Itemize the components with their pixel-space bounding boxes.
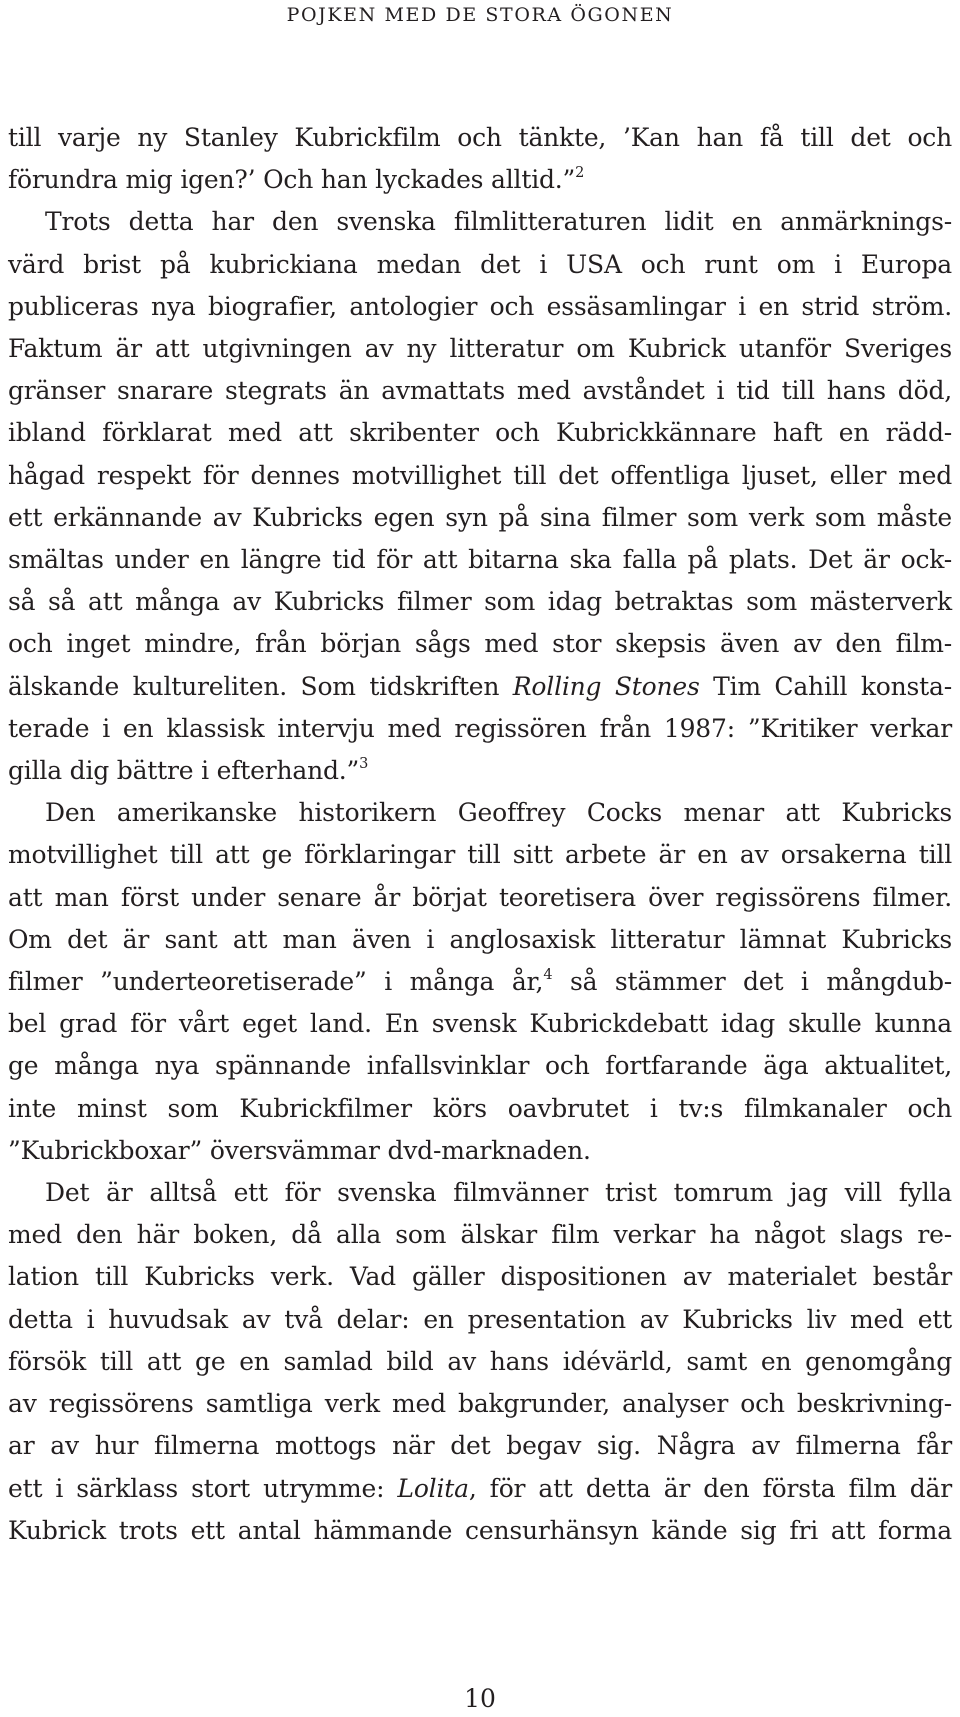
text-line: älskande kultureliten. Som tidskriften Rolling Stones Tim Cahill konsta- [8, 671, 952, 701]
text-line: av regissörens samtliga verk med bakgrunder, analyser och beskrivning- [8, 1389, 952, 1419]
paragraph-first-line: Det är alltså ett för svenska filmvänner trist tomrum jag vill fylla [45, 1178, 952, 1208]
text-line: med den här boken, då alla som älskar film verkar ha något slags re- [8, 1220, 952, 1250]
text-line: ibland förklarat med att skribenter och Kubrickkännare haft en rädd- [8, 418, 952, 448]
body-text [8, 117, 952, 1552]
text-line: ”Kubrickboxar” översvämmar dvd-marknaden. [8, 1135, 591, 1165]
text-line: smältas under en längre tid för att bitarna ska falla på plats. Det är ock- [8, 545, 952, 575]
text-line: bel grad för vårt eget land. En svensk Kubrickdebatt idag skulle kunna [8, 1009, 952, 1039]
text-line: ar av hur filmerna mottogs när det begav sig. Några av filmerna får [8, 1431, 952, 1461]
text-line: terade i en klassisk intervju med regissören från 1987: ”Kritiker verkar [8, 713, 952, 743]
text-line: ett i särklass stort utrymme: Lolita, för att detta är den första film där [8, 1473, 952, 1503]
text-line: förundra mig igen?’ Och han lyckades alltid.”$^2$ [8, 165, 585, 195]
footnote-ref: 3 [359, 756, 369, 773]
italic-title: Rolling Stones [512, 671, 700, 701]
text-line: Faktum är att utgivningen av ny litteratur om Kubrick utanför Sveriges [8, 334, 952, 364]
text-line: motvillighet till att ge förklaringar till sitt arbete är en av orsakerna till [8, 840, 952, 870]
italic-title: Lolita [397, 1473, 469, 1503]
text-line: att man först under senare år börjat teoretisera över regissörens filmer. [8, 882, 952, 912]
text-line: detta i huvudsak av två delar: en presentation av Kubricks liv med ett [8, 1304, 952, 1334]
running-header: POJKEN MED DE STORA ÖGONEN [286, 4, 674, 26]
text-line: Om det är sant att man även i anglosaxisk litteratur lämnat Kubricks [8, 924, 952, 954]
text-line: publiceras nya biografier, antologier och essäsamlingar i en strid ström. [8, 291, 952, 321]
paragraph-first-line: Trots detta har den svenska filmlitteraturen lidit en anmärknings- [45, 207, 952, 237]
text-line: gränser snarare stegrats än avmattats med avståndet i tid till hans död, [8, 376, 952, 406]
text-line: så så att många av Kubricks filmer som idag betraktas som mästerverk [8, 587, 952, 617]
text-line: filmer ”underteoretiserade” i många år,$^4$ så stämmer det i mångdub- [8, 967, 953, 997]
text-line: ett erkännande av Kubricks egen syn på sina filmer som verk som måste [8, 502, 952, 532]
paragraph-first-line: Den amerikanske historikern Geoffrey Cocks menar att Kubricks [45, 798, 952, 828]
text-line: inte minst som Kubrickfilmer körs oavbrutet i tv:s filmkanaler och [8, 1093, 952, 1123]
text-line: gilla dig bättre i efterhand.”$^3$ [8, 756, 369, 786]
text-line: Kubrick trots ett antal hämmande censurhänsyn kände sig fri att forma [8, 1515, 952, 1545]
text-line: ge många nya spännande infallsvinklar och fortfarande äga aktualitet, [8, 1051, 952, 1081]
text-line: hågad respekt för dennes motvillighet till det offentliga ljuset, eller med [8, 460, 952, 490]
page-number: 10 [464, 1684, 496, 1713]
text-line: till varje ny Stanley Kubrickfilm och tänkte, ’Kan han få till det och [8, 123, 952, 152]
text-line: värd brist på kubrickiana medan det i USA och runt om i Europa [8, 249, 952, 279]
text-line: försök till att ge en samlad bild av hans idévärld, samt en genomgång [8, 1346, 952, 1376]
text-line: lation till Kubricks verk. Vad gäller dispositionen av materialet består [8, 1262, 952, 1292]
text-line: och inget mindre, från början sågs med stor skepsis även av den film- [8, 629, 952, 659]
footnote-ref: 2 [575, 165, 585, 182]
footnote-ref: 4 [543, 967, 553, 984]
